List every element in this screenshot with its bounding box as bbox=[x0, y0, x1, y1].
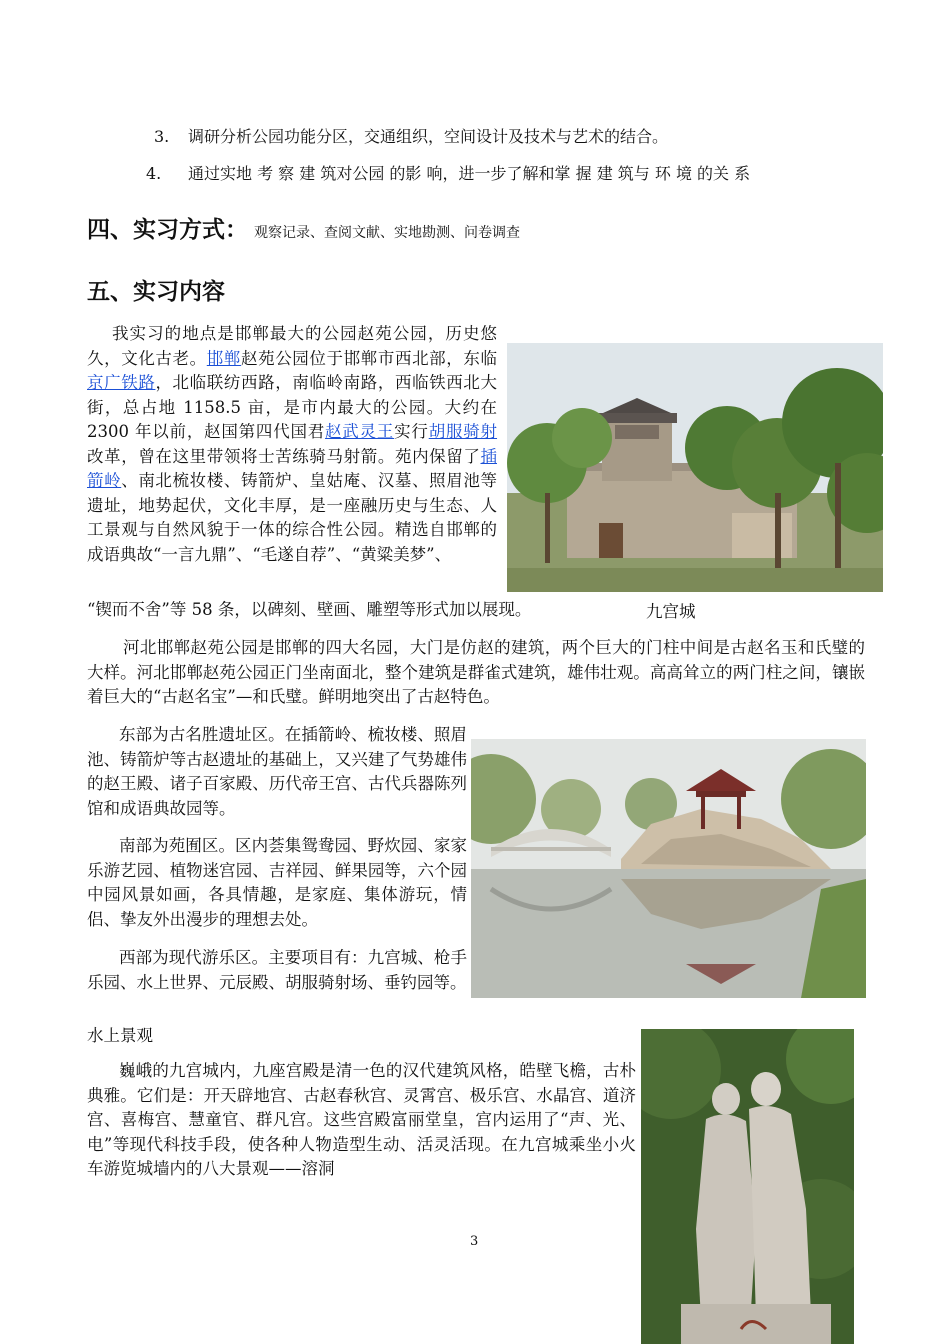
intro-text: 我实习的地点是邯郸最大的公园赵苑公园，历史悠久，文化古老。 bbox=[87, 324, 497, 368]
link-handan[interactable]: 邯郸 bbox=[206, 348, 241, 368]
paragraph-gate: 河北邯郸赵苑公园是邯郸的四大名园，大门是仿赵的建筑，两个巨大的门柱中间是古赵名玉和氏璧的大样。河北邯郸赵苑公园正门坐南面北，整个建筑是群雀式建筑，雄伟壮观。高高耸立的两门柱之间，镶嵌着巨大的“古赵名宝”—和氏璧。鲜明地突出了古赵特色。 bbox=[87, 638, 865, 706]
list-number: 3. bbox=[154, 127, 170, 146]
intro-text: 改革，曾在这里带领将士苦练骑马射箭。苑内保留了 bbox=[87, 446, 481, 466]
list-text: 调研分析公园功能分区，交通组织，空间设计及技术与艺术的结合。 bbox=[188, 127, 669, 146]
paragraph-west: 西部为现代游乐区。主要项目有：九宫城、枪手乐园、水上世界、元辰殿、胡服骑射场、垂钓园等。 bbox=[87, 948, 467, 992]
link-hufu-qishe[interactable]: 胡服骑射 bbox=[428, 422, 498, 441]
objective-item-3 bbox=[154, 126, 668, 148]
link-chajianling[interactable]: 插箭岭 bbox=[87, 446, 497, 490]
photo-water-scenery bbox=[471, 739, 866, 998]
section-4 bbox=[87, 211, 520, 244]
photo-stone-sculpture bbox=[641, 1029, 854, 1344]
intro-text: 赵苑公园位于邯郸市西北部，东临 bbox=[240, 348, 498, 368]
section-5-heading: 五、实习内容 bbox=[87, 279, 225, 305]
intro-text: ，北临联纺西路，南临岭南路，西临铁西北大街，总占地 1158.5 亩，是市内最大的公园。大约在 2300 年以前，赵国第四代国君 bbox=[87, 373, 498, 441]
caption-water-scenery: 水上景观 bbox=[87, 1026, 153, 1045]
paragraph-palace: 巍峨的九宫城内，九座宫殿是清一色的汉代建筑风格，皓壁飞檐，古朴典雅。它们是：开天辟地宫、古赵春秋宫、灵霄宫、极乐宫、水晶宫、道济宫、喜梅宫、慧童官、群凡宫。这些宫殿富丽堂皇，宫内运用了“声、光、电”等现代科技手段，使各种人物造型生动、活灵活现。在九宫城乘坐小火车游览城墙内的八大景观——溶洞 bbox=[87, 1061, 636, 1178]
list-number: 4. bbox=[146, 164, 162, 183]
section-4-heading: 四、实习方式： bbox=[87, 217, 248, 243]
list-text: 通过实地 考 察 建 筑对公园 的影 响，进一步了解和掌 握 建 筑与 环 境 的关 系 bbox=[188, 164, 751, 183]
intro-paragraph bbox=[87, 322, 497, 567]
intro-text: 、南北梳妆楼、铸箭炉、皇姑庵、汉墓、照眉池等遗址，地势起伏，文化丰厚，是一座融历史与生态、人工景观与自然风貌于一体的综合性公园。精选自邯郸的成语典故“一言九鼎”、“毛遂自荐”、“黄粱美梦”、 bbox=[87, 471, 498, 564]
link-zhao-wuling-king[interactable]: 赵武灵王 bbox=[325, 422, 395, 441]
paragraph-south: 南部为苑囿区。区内荟集鸳鸯园、野炊园、家家乐游艺园、植物迷宫园、吉祥园、鲜果园等，六个园中园风景如画，各具情趣，是家庭、集体游玩，情侣、挚友外出漫步的理想去处。 bbox=[87, 836, 467, 929]
photo-jiugongcheng-gate bbox=[507, 343, 883, 592]
page-number: 3 bbox=[470, 1234, 479, 1249]
intro-text: 实行 bbox=[394, 422, 429, 441]
section-4-methods: 观察记录、查阅文献、实地勘测、问卷调查 bbox=[254, 225, 520, 241]
intro-last-line: “锲而不舍”等 58 条，以碑刻、壁画、雕塑等形式加以展现。 bbox=[87, 600, 532, 619]
objective-item-4 bbox=[146, 163, 750, 185]
caption-jiugongcheng: 九宫城 bbox=[646, 602, 696, 621]
link-jingguang-railway[interactable]: 京广铁路 bbox=[87, 373, 156, 392]
paragraph-east: 东部为古名胜遗址区。在插箭岭、梳妆楼、照眉池、铸箭炉等古赵遗址的基础上，又兴建了气势雄伟的赵王殿、诸子百家殿、历代帝王宫、古代兵器陈列馆和成语典故园等。 bbox=[87, 725, 467, 818]
